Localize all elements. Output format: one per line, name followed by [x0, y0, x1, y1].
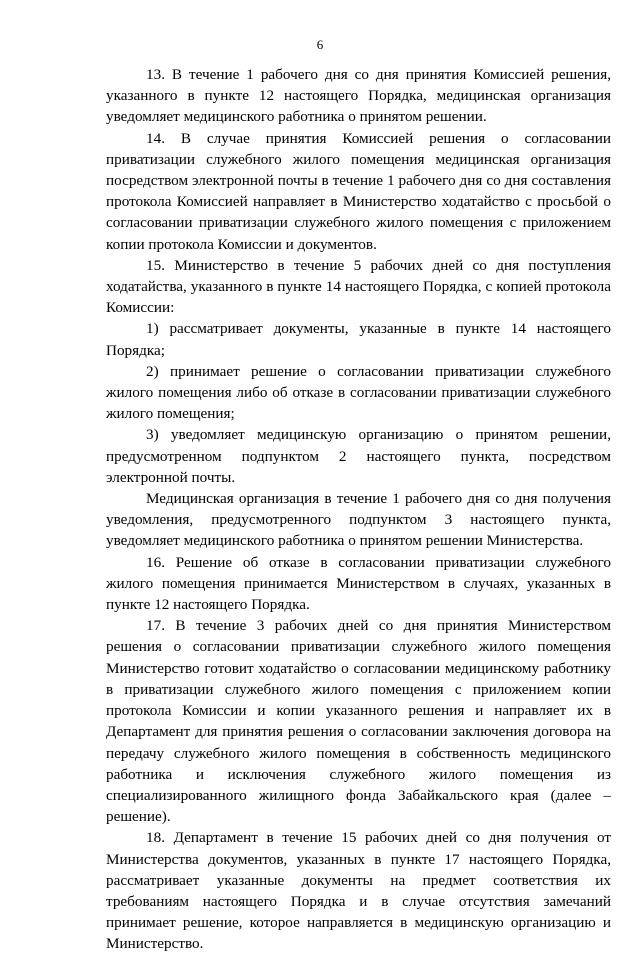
paragraph-14: 14. В случае принятия Комиссией решения о согласовании приватизации служебного жилого помещения медицинская организация посредством электронной почты в течение 1 рабочего дня со дня составления протокола Комиссией направляет в Министерство ходатайство с просьбой о согласовании приватизации служебного жилого помещения с приложением копии протокола Комиссии и документов.	[106, 129, 611, 253]
paragraph-15: 15. Министерство в течение 5 рабочих дней со дня поступления ходатайства, указанного в пункте 14 настоящего Порядка, с копией протокола Комиссии:	[106, 256, 611, 317]
document-body	[106, 64, 611, 955]
paragraph-13: 13. В течение 1 рабочего дня со дня принятия Комиссией решения, указанного в пункте 12 настоящего Порядка, медицинская организация уведомляет медицинского работника о принятом решении.	[106, 66, 611, 126]
paragraph-15-item-2: 2) принимает решение о согласовании приватизации служебного жилого помещения либо об отказе в согласовании приватизации служебного жилого помещения;	[106, 362, 611, 423]
paragraph-15-note: Медицинская организация в течение 1 рабочего дня со дня получения уведомления, предусмотренного подпунктом 3 настоящего пункта, уведомляет медицинского работника о принятом решении Министерства.	[106, 490, 611, 550]
paragraph-15-item-1: 1) рассматривает документы, указанные в пункте 14 настоящего Порядка;	[106, 320, 611, 359]
paragraph-18: 18. Департамент в течение 15 рабочих дней со дня получения от Министерства документов, указанных в пункте 17 настоящего Порядка, рассматривает указанные документы на предмет соответствия их требованиям настоящего Порядка и в случае отсутствия замечаний принимает решение, которое направляется в медицинскую организацию и Министерство.	[106, 829, 611, 953]
page-number: 6	[316, 37, 324, 52]
paragraph-15-item-3: 3) уведомляет медицинскую организацию о принятом решении, предусмотренном подпунктом 2 настоящего пункта, посредством электронной почты.	[106, 426, 611, 486]
paragraph-16: 16. Решение об отказе в согласовании приватизации служебного жилого помещения принимается Министерством в случаях, указанных в пункте 12 настоящего Порядка.	[106, 553, 611, 614]
paragraph-17: 17. В течение 3 рабочих дней со дня принятия Министерством решения о согласовании приватизации служебного жилого помещения Министерство готовит ходатайство о согласовании медицинскому работнику в приватизации служебного жилого помещения с приложением копии протокола Комиссии и копии указанного решения и направляет их в Департамент для принятия решения о согласовании заключения договора на передачу служебного жилого помещения в собственность медицинского работника и исключения служебного жилого помещения из специализированного жилищного фонда Забайкальского края (далее – решение).	[106, 617, 611, 826]
